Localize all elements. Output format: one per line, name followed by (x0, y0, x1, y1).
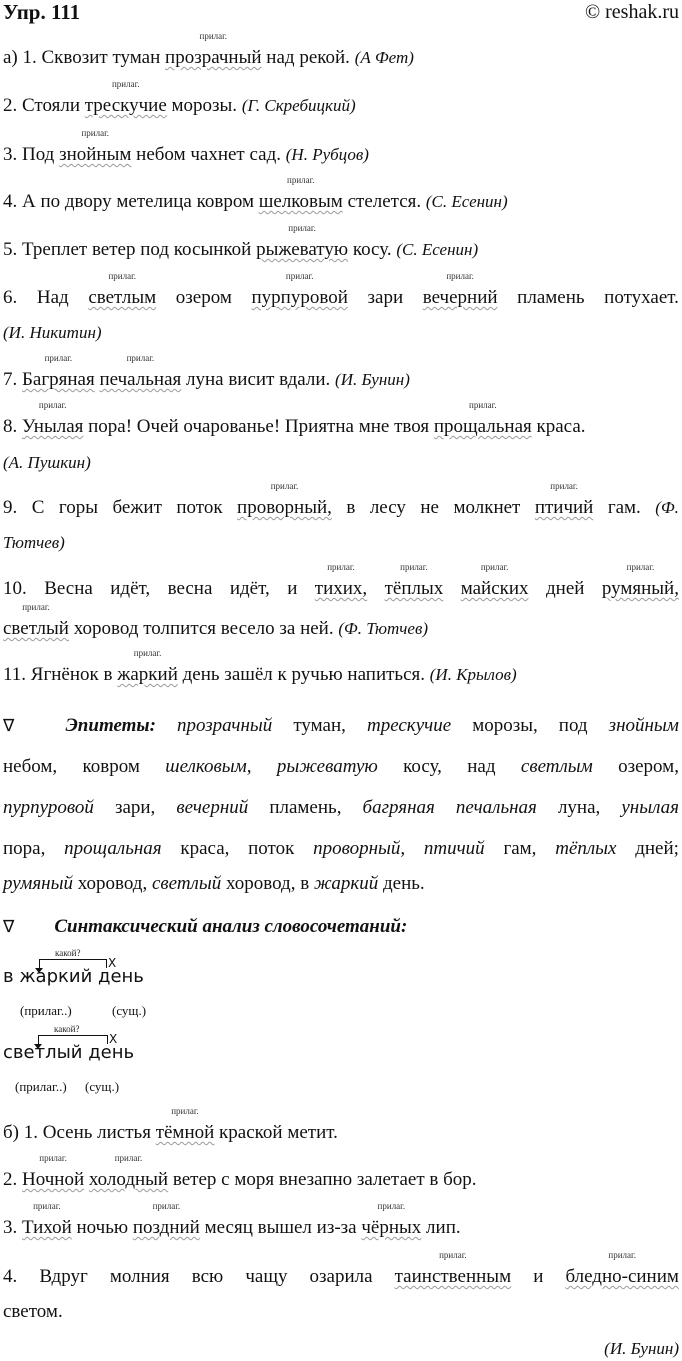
text: озером, (618, 756, 679, 777)
pos-tag: прилаг. (44, 353, 73, 363)
sentence-a7 (3, 353, 410, 391)
text: 9. (3, 497, 18, 518)
adjective: прилаг. Багряная (22, 353, 95, 390)
author: (И. Крылов) (429, 665, 517, 684)
adjective: прилаг. тихих, (314, 562, 368, 599)
phrase-text: светлый день (3, 1042, 135, 1063)
author: (Ф. Тютчев) (338, 619, 428, 638)
syntax-heading-line (3, 916, 407, 938)
text: пламень, (269, 797, 342, 818)
sentence-b3 (3, 1201, 461, 1239)
adjective: прилаг. таинственным (394, 1250, 512, 1287)
main-word-mark: X (109, 1032, 118, 1046)
adjective: прилаг. шелковым (258, 175, 343, 212)
author: (И. Никитин) (3, 323, 102, 342)
epithet: проворный, (313, 838, 406, 859)
adjective: прилаг. тёмной (155, 1106, 215, 1143)
text: гам. (607, 497, 641, 518)
text: 5. Треплет ветер под косынкой (3, 239, 257, 260)
text: зари, (114, 797, 156, 818)
text: краса. (531, 416, 586, 437)
adjective: прилаг. Тихой (22, 1201, 72, 1238)
pos-tag: прилаг. (33, 1201, 61, 1211)
sentence-a5 (3, 223, 479, 261)
sentence-b2 (3, 1153, 477, 1191)
triangle-marker-icon: ∇ (3, 917, 15, 937)
pos-tag: прилаг. (111, 79, 140, 89)
text: пора! Очей очарованье! Приятна мне твоя (83, 416, 434, 437)
question-label: какой? (54, 1024, 80, 1034)
text: 7. (3, 369, 22, 390)
author: (Н. Рубцов) (285, 145, 369, 164)
text: б) 1. Осень листья (3, 1122, 156, 1143)
author-line (604, 1338, 679, 1360)
text: молния (109, 1266, 170, 1287)
adjective: прилаг. Унылая (22, 400, 84, 437)
pos-dependent: (прилаг..) (15, 1079, 67, 1094)
text: 3. Под (3, 144, 60, 165)
author: (С. Есенин) (396, 240, 479, 259)
author: (Ф. (655, 498, 679, 517)
text: Вдруг (39, 1266, 88, 1287)
text: ковром (82, 756, 140, 777)
adjective: прилаг. печальная (99, 353, 182, 390)
text: ночью (71, 1217, 133, 1238)
text: дней (545, 578, 585, 599)
text: хоровод толпится весело за ней. (68, 618, 339, 639)
adjective: прилаг. трескучие (84, 79, 167, 116)
text: небом, (3, 756, 58, 777)
text: над рекой. (261, 47, 355, 68)
text: месяц вышел из-за (199, 1217, 362, 1238)
epithets-line-5: румяный хоровод, светлый хоровод, в жаркий день. (3, 873, 425, 894)
text: молкнет (453, 497, 521, 518)
text: С (31, 497, 45, 518)
exercise-title: Упр. 111 (3, 0, 81, 24)
author: (А. Пушкин) (3, 453, 91, 472)
text: лесу (369, 497, 406, 518)
text: не (420, 497, 439, 518)
pos-tag: прилаг. (38, 400, 67, 410)
epithets-line-3 (3, 797, 679, 819)
text: под (558, 715, 588, 736)
text: пламень (517, 287, 585, 308)
text: луна висит вдали. (181, 369, 336, 390)
epithets-line-4 (3, 838, 679, 860)
text: 10. (3, 578, 27, 599)
text: в (346, 497, 356, 518)
text: гам, (503, 838, 537, 859)
text: небом чахнет сад. (131, 144, 286, 165)
text: 2. Стояли (3, 95, 85, 116)
adjective: прилаг. бледно-синим (565, 1250, 679, 1287)
pos-tag: прилаг. (22, 602, 50, 612)
text: стелется. (342, 191, 426, 212)
epithet: печальная (455, 797, 537, 818)
text: косу, (403, 756, 442, 777)
pos-main: (сущ.) (85, 1079, 120, 1094)
adjective: прилаг. рыжеватую (256, 223, 349, 260)
phrase-diagram-1 (3, 944, 203, 1024)
text: 4. (3, 1266, 18, 1287)
pos-tag: прилаг. (114, 1153, 143, 1163)
pos-tag: прилаг. (626, 562, 655, 572)
epithets-line-2 (3, 756, 679, 778)
pos-tag: прилаг. (285, 271, 314, 281)
pos-tag: прилаг. (81, 128, 110, 138)
pos-main: (сущ.) (112, 1003, 147, 1018)
epithet: вечерний (176, 797, 249, 818)
adjective: прилаг. чёрных (361, 1201, 422, 1238)
pos-tag: прилаг. (287, 175, 315, 185)
sentence-a10 (3, 562, 679, 600)
sentence-a1 (3, 31, 414, 69)
adjective: прилаг. знойным (59, 128, 132, 165)
epithet: светлым (520, 756, 593, 777)
pos-tag: прилаг. (126, 353, 155, 363)
adjective: прилаг. светлый (3, 602, 69, 639)
site-watermark: © reshak.ru (584, 1, 679, 23)
epithets-line-1 (3, 715, 679, 737)
adjective: прилаг. поздний (132, 1201, 200, 1238)
text: и (287, 578, 298, 599)
author: (И. Бунин) (604, 1339, 679, 1358)
epithet: знойным (608, 715, 679, 736)
text: и (533, 1266, 544, 1287)
text: лип. (421, 1217, 461, 1238)
adjective: прилаг. проворный, (237, 481, 332, 518)
epithet: трескучие (366, 715, 452, 736)
text: 3. (3, 1217, 22, 1238)
text: краской метит. (214, 1122, 338, 1143)
text: пора, (3, 838, 46, 859)
sentence-a3 (3, 128, 369, 166)
pos-tag: прилаг. (439, 1250, 467, 1260)
phrase-diagram-2 (3, 1020, 203, 1100)
text: 2. (3, 1169, 22, 1190)
text: морозы, (472, 715, 538, 736)
adjective: прилаг. майских (460, 562, 529, 599)
epithet: шелковым, (165, 756, 252, 777)
pos-tag: прилаг. (39, 1153, 67, 1163)
adjective: прилаг. птичий (534, 481, 594, 518)
pos-tag: прилаг. (480, 562, 509, 572)
author-line (3, 452, 91, 474)
text: а) 1. Сквозит туман (3, 47, 166, 68)
author: (А Фет) (354, 48, 414, 67)
text: бежит (112, 497, 162, 518)
adjective: прилаг. жаркий (117, 648, 178, 685)
text: горы (58, 497, 98, 518)
pos-tag: прилаг. (608, 1250, 636, 1260)
text: дней; (635, 838, 679, 859)
text: Весна (44, 578, 93, 599)
adjective: прилаг. холодный (88, 1153, 169, 1190)
adjective: прилаг. румяный, (601, 562, 679, 599)
text: день зашёл к ручью напиться. (177, 664, 430, 685)
text: косу. (348, 239, 397, 260)
text: озером (175, 287, 232, 308)
text: весна (167, 578, 213, 599)
pos-tag: прилаг. (108, 271, 137, 281)
text: озарила (309, 1266, 373, 1287)
text: чащу (245, 1266, 288, 1287)
text: идёт, (110, 578, 151, 599)
text: зари (367, 287, 404, 308)
text: туман, (293, 715, 346, 736)
author: (Г. Скребицкий) (241, 96, 356, 115)
pos-tag: прилаг. (270, 481, 299, 491)
author: (И. Бунин) (335, 370, 410, 389)
sentence-a9 (3, 481, 679, 519)
text: светом. (3, 1301, 63, 1322)
pos-tag: прилаг. (446, 271, 474, 281)
epithet: пурпуровой (3, 797, 94, 818)
adjective: прилаг. тёплых (384, 562, 444, 599)
pos-tag: прилаг. (550, 481, 578, 491)
syntax-heading: Синтаксический анализ словосочетаний: (54, 916, 408, 937)
text: 6. (3, 287, 18, 308)
sentence-a8 (3, 400, 586, 438)
author: (С. Есенин) (425, 192, 508, 211)
pos-tag: прилаг. (171, 1106, 199, 1116)
adjective: прилаг. прозрачный (165, 31, 262, 68)
author-line (3, 322, 102, 344)
pos-tag: прилаг. (199, 31, 228, 41)
triangle-marker-icon: ∇ (3, 716, 15, 736)
text: всю (191, 1266, 224, 1287)
epithet: птичий (423, 838, 485, 859)
sentence-b4 (3, 1250, 679, 1288)
epithet: прощальная (64, 838, 162, 859)
pos-tag: прилаг. (469, 400, 497, 410)
sentence-a10-cont (3, 602, 428, 640)
phrase-text: в жаркий день (3, 966, 144, 987)
epithet: багряная (362, 797, 435, 818)
sentence-a11 (3, 648, 517, 686)
adjective: прилаг. прощальная (433, 400, 532, 437)
pos-dependent: (прилаг..) (20, 1003, 72, 1018)
epithet: рыжеватую (276, 756, 378, 777)
pos-tag: прилаг. (377, 1201, 406, 1211)
sentence-b4-cont (3, 1301, 63, 1323)
author: Тютчев) (3, 533, 65, 552)
pos-tag: прилаг. (288, 223, 316, 233)
author-line (3, 532, 65, 554)
text: Над (36, 287, 69, 308)
text: 8. (3, 416, 22, 437)
pos-tag: прилаг. (152, 1201, 181, 1211)
text: потухает. (604, 287, 679, 308)
pos-tag: прилаг. (133, 648, 162, 658)
epithet: тёплых (555, 838, 617, 859)
adjective: прилаг. пурпуровой (251, 271, 348, 308)
epithet: прозрачный (177, 715, 273, 736)
text: 11. Ягнёнок в (3, 664, 118, 685)
pos-tag: прилаг. (400, 562, 428, 572)
text: ветер с моря внезапно залетает в бор. (168, 1169, 477, 1190)
text: над (467, 756, 496, 777)
text: поток (248, 838, 295, 859)
sentence-a6 (3, 271, 679, 309)
question-label: какой? (55, 948, 81, 958)
main-word-mark: X (108, 956, 117, 970)
text: краса, (180, 838, 230, 859)
text: 4. А по двору метелица ковром (3, 191, 259, 212)
sentence-b1 (3, 1106, 338, 1144)
text: идёт, (229, 578, 270, 599)
adjective: прилаг. Ночной (22, 1153, 85, 1190)
text: поток (176, 497, 223, 518)
epithet: унылая (621, 797, 679, 818)
adjective: прилаг. светлым (88, 271, 157, 308)
sentence-a4 (3, 175, 508, 213)
epithets-heading: Эпитеты: (65, 715, 156, 736)
pos-tag: прилаг. (327, 562, 355, 572)
text: луна, (557, 797, 601, 818)
text: морозы. (166, 95, 242, 116)
adjective: прилаг. вечерний (422, 271, 498, 308)
sentence-a2 (3, 79, 356, 117)
